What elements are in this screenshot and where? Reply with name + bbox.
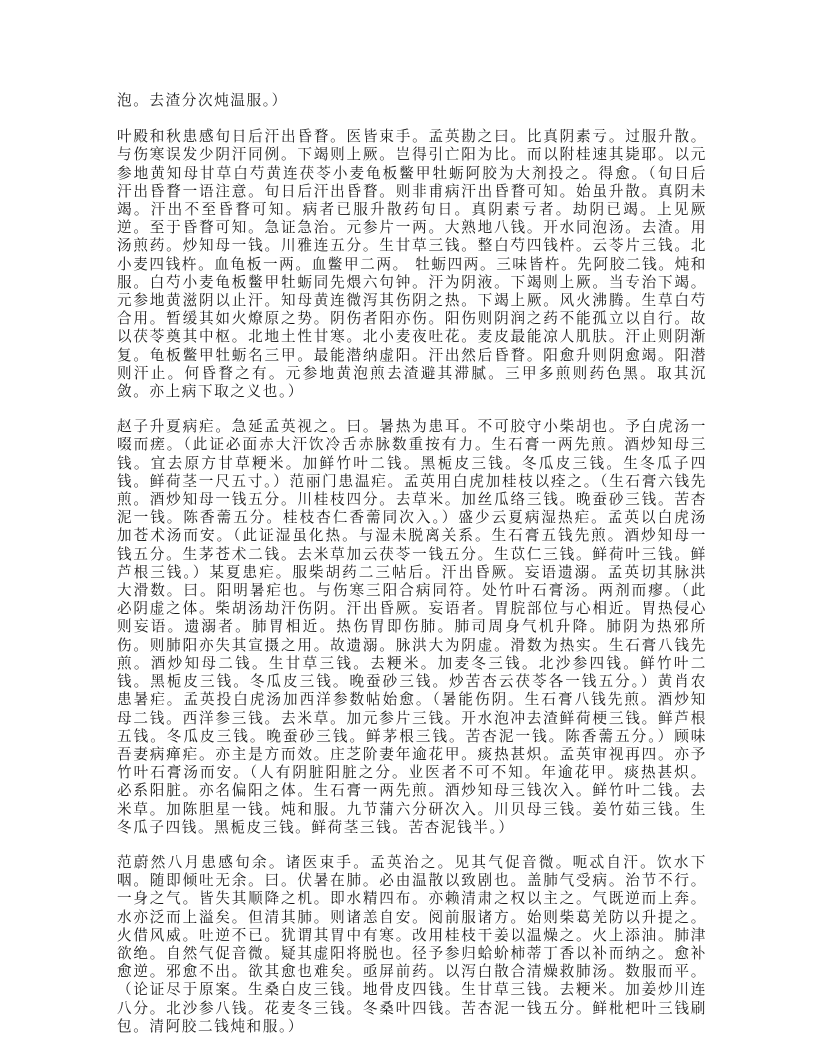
paragraph-case-ye-dianhe: 叶殿和秋患感旬日后汗出昏瞀。医皆束手。孟英勘之曰。比真阴素亏。过服升散。与伤寒误发少阴汗同例。下竭则上厥。岂得引亡阳为比。而以附桂速其毙耶。以元参地黄知母甘草白芍黄连茯苓小麦龟板鳖甲牡蛎阿胶为大剂投之。得愈。（旬日后汗出昏瞀一语注意。旬日后汗出昏瞀。则非甫病汗出昏瞀可知。始虽升散。真阴未竭。汗出不至昏瞀可知。病者已服升散药旬日。真阴素亏者。劫阴已竭。上见厥逆。至于昏瞀可知。急证急治。元参片一两。大熟地八钱。开水同泡汤。去渣。用汤煎药。炒知母一钱。川雅连五分。生甘草三钱。整白芍四钱杵。云苓片三钱。北小麦四钱杵。血龟板一两。血鳖甲二两。 牡蛎四两。三味皆杵。先阿胶二钱。炖和服。白芍小麦龟板鳖甲牡蛎同先煨六句钟。汗为阴液。下竭则上厥。当专治下竭。元参地黄滋阴以止汗。知母黄连微泻其伤阴之热。下竭上厥。风火沸腾。生草白芍合用。暂缓其如火燎原之势。阴伤者阳亦伤。阳伤则阴润之药不能孤立以自行。故以茯苓奠其中枢。北地土性甘寒。北小麦夜吐花。麦皮最能凉人肌肤。汗止则阴渐复。龟板鳖甲牡蛎名三甲。最能潜纳虚阳。汗出然后昏瞀。阳愈升则阴愈竭。阳潜则汗止。何昏瞀之有。元参地黄泡煎去渣避其滞腻。三甲多煎则药色黑。取其沉敛。亦上病下取之义也。） (117, 128, 707, 401)
paragraph-case-fan-weiran: 范蔚然八月患感旬余。诸医束手。孟英治之。见其气促音微。呃忒自汗。饮水下咽。随即倾吐无余。曰。伏暑在肺。必由温散以致剧也。盖肺气受病。治节不行。一身之气。皆失其顺降之机。即水精四布。亦赖清肃之权以主之。气既逆而上奔。水亦泛而上溢矣。但清其肺。则诸恙自安。阅前服诸方。始则柴葛羌防以升提之。火借风威。吐逆不已。犹谓其胃中有寒。改用桂枝干姜以温燥之。火上添油。肺津欲绝。自然气促音微。疑其虚阳将脱也。径予参归蛤蚧柿蒂丁香以补而纳之。愈补愈逆。邪愈不出。欲其愈也难矣。亟屏前药。以泻白散合清燥救肺汤。数服而平。（论证尽于原案。生桑白皮三钱。地骨皮四钱。生甘草三钱。去粳米。加姜炒川连八分。北沙参八钱。花麦冬三钱。冬桑叶四钱。苦杏泥一钱五分。鲜枇杷叶三钱刷包。清阿胶二钱炖和服。） (117, 853, 707, 1035)
paragraph-continuation: 泡。去渣分次炖温服。） (117, 92, 288, 109)
paragraph-case-zhao-zisheng: 赵子升夏病疟。急延孟英视之。曰。暑热为患耳。不可胶守小柴胡也。予白虎汤一啜而瘥。（此证必面赤大汗饮冷舌赤脉数重按有力。生石膏一两先煎。酒炒知母三钱。宜去原方甘草粳米。加鲜竹叶二钱。黑栀皮三钱。冬瓜皮三钱。生冬瓜子四钱。鲜荷茎一尺五寸。）范丽门患温疟。孟英用白虎加桂枝以痊之。（生石膏六钱先煎。酒炒知母一钱五分。川桂枝四分。去草米。加丝瓜络三钱。晚蚕砂三钱。苦杏泥一钱。陈香薷五分。桂枝杏仁香薷同次入。）盛少云夏病湿热疟。孟英以白虎汤加苍术汤而安。（此证湿虽化热。与湿未脱离关系。生石膏五钱先煎。酒炒知母一钱五分。生茅苍术二钱。去米草加云茯苓一钱五分。生苡仁三钱。鲜荷叶三钱。鲜芦根三钱。）某夏患疟。服柴胡药二三帖后。汗出昏厥。妄语遗溺。孟英切其脉洪大滑数。曰。阳明暑疟也。与伤寒三阳合病同符。处竹叶石膏汤。两剂而瘳。（此必阴虚之体。柴胡汤劫汗伤阴。汗出昏厥。妄语者。胃脘部位与心相近。胃热侵心则妄语。遗溺者。肺胃相近。热伤胃即伤肺。肺司周身气机升降。肺阴为热邪所伤。则肺阳亦失其宣摄之用。故遗溺。脉洪大为阴虚。滑数为热实。生石膏八钱先煎。酒炒知母二钱。生甘草三钱。去粳米。加麦冬三钱。北沙参四钱。鲜竹叶二钱。黑栀皮三钱。冬瓜皮三钱。晚蚕砂三钱。炒苦杏云茯苓各一钱五分。）黄肖农患暑疟。孟英投白虎汤加西洋参数帖始愈。（暑能伤阴。生石膏八钱先煎。酒炒知母二钱。西洋参三钱。去米草。加元参片三钱。开水泡冲去渣鲜荷梗三钱。鲜芦根五钱。冬瓜皮三钱。晚蚕砂三钱。鲜茅根三钱。苦杏泥一钱。陈香薷五分。）顾味吾妻病瘅疟。亦主是方而效。庄芝阶妻年逾花甲。痰热甚炽。孟英审视再四。亦予竹叶石膏汤而安。（人有阴脏阳脏之分。业医者不可不知。年逾花甲。痰热甚炽。必系阳脏。亦名偏阳之体。生石膏一两先煎。酒炒知母三钱次入。鲜竹叶二钱。去米草。加陈胆星一钱。炖和服。九节蒲六分研次入。川贝母三钱。姜竹茹三钱。生冬瓜子四钱。黑栀皮三钱。鲜荷茎三钱。苦杏泥钱半。） (117, 418, 707, 836)
document-page (117, 92, 707, 1053)
